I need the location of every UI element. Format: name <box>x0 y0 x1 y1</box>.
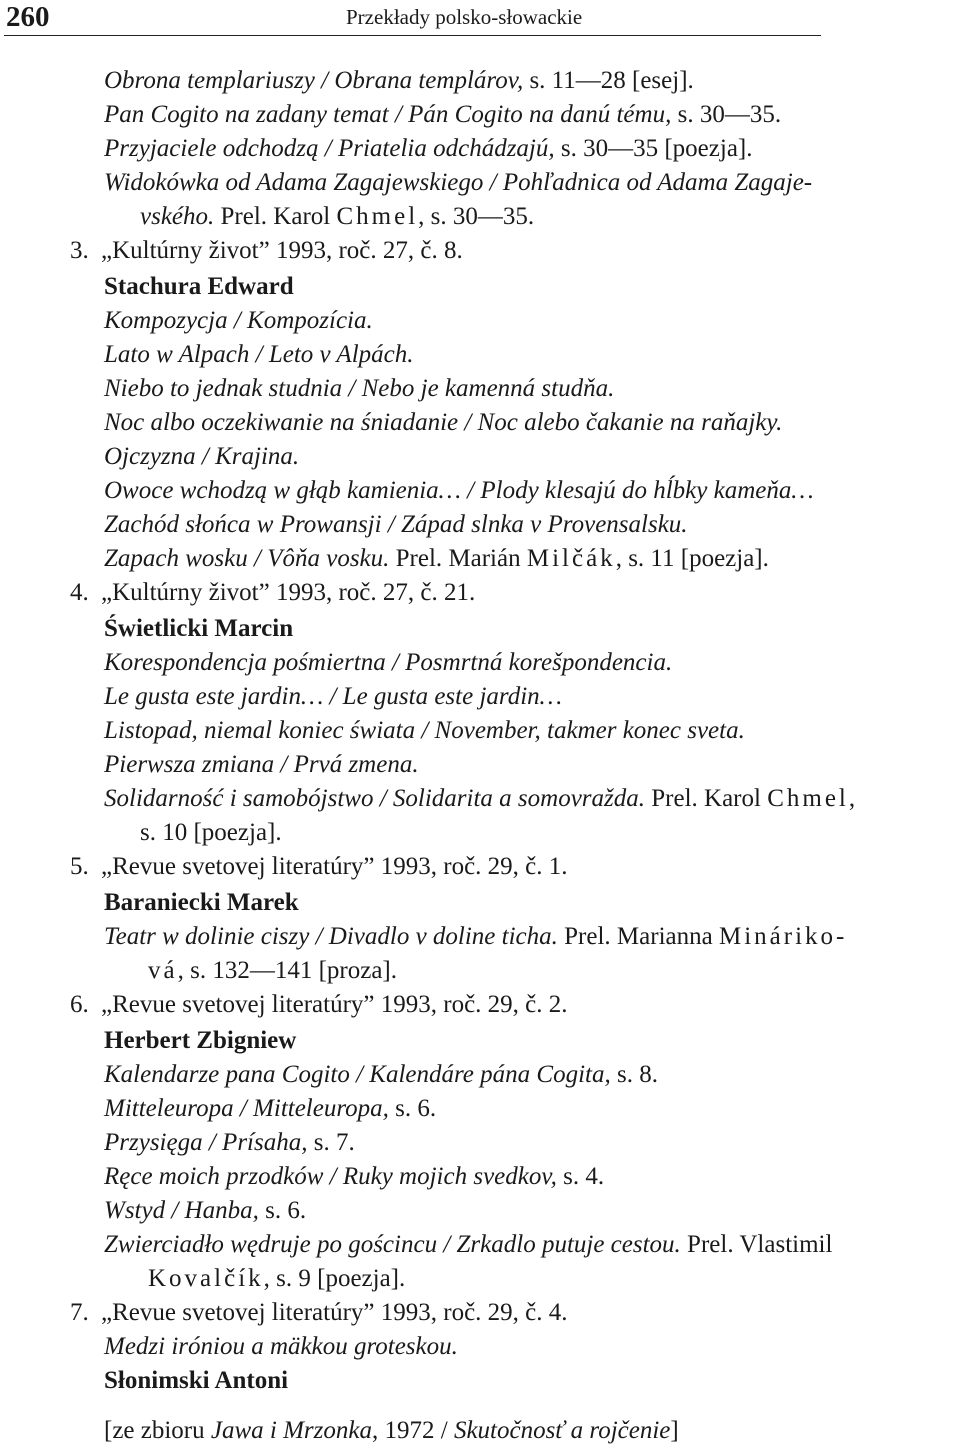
page-header <box>0 0 960 40</box>
entry-line <box>104 304 373 338</box>
author-heading: Stachura Edward <box>104 273 294 300</box>
translator-surname: Chmel <box>767 785 849 812</box>
author-heading: Świetlicki Marcin <box>104 615 294 642</box>
collection-year: , 1972 / <box>372 1417 454 1444</box>
title-italic: Przyjaciele odchodzą / Priatelia odchádzajú, <box>104 135 555 162</box>
title-italic: Le gusta este jardin… / Le gusta este jardin… <box>104 683 562 710</box>
author-heading: Herbert Zbigniew <box>104 1027 297 1054</box>
title-italic: Pierwsza zmiana / Prvá zmena. <box>104 751 419 778</box>
title-italic: Jawa i Mrzonka <box>210 1417 372 1444</box>
translator-surname: Milčák <box>526 545 616 572</box>
entry-pages: , s. 9 [poezja]. <box>263 1265 406 1292</box>
entry-line-continued <box>140 200 534 234</box>
entry-pages: s. 11—28 [esej]. <box>523 67 694 94</box>
title-italic: Kalendarze pana Cogito / Kalendáre pána Cogita, <box>104 1061 611 1088</box>
issue-line <box>70 1296 568 1330</box>
issue-line <box>70 988 568 1022</box>
entry-pages: , s. 30—35. <box>418 203 535 230</box>
entry-line-continued <box>148 1262 405 1296</box>
entry-line <box>104 1160 604 1194</box>
title-italic: vského. <box>140 203 215 230</box>
entry-line <box>104 1228 832 1262</box>
title-italic: Solidarność i samobójstwo / Solidarita a somovražda. <box>104 785 646 812</box>
entry-line <box>104 646 672 680</box>
entry-line <box>104 1414 679 1448</box>
title-italic: Skutočnosť a rojčenie <box>453 1417 671 1444</box>
issue-line <box>70 576 475 610</box>
translator-prefix: Prel. Karol <box>214 203 337 230</box>
title-italic: Lato w Alpach / Leto v Alpách. <box>104 341 414 368</box>
title-italic: Niebo to jednak studnia / Nebo je kamenná studňa. <box>104 375 615 402</box>
entry-line <box>104 406 782 440</box>
title-italic: Obrona templariuszy / Obrana templárov, <box>104 67 524 94</box>
entry-line <box>104 98 781 132</box>
title-italic: Zwierciadło wędruje po gościncu / Zrkadlo putuje cestou. <box>104 1231 681 1258</box>
title-italic: Pan Cogito na zadany temat / Pán Cogito na danú tému, <box>104 101 672 128</box>
title-italic: Zachód słońca w Prowansji / Západ slnka v Provensalsku. <box>104 511 688 538</box>
translator-prefix: Prel. Marián <box>389 545 527 572</box>
entry-line <box>104 508 688 542</box>
entry-line <box>104 1092 436 1126</box>
issue-source: „Kultúrny život” 1993, roč. 27, č. 8. <box>101 237 463 264</box>
issue-line <box>70 234 463 268</box>
entry-pages: s. 8. <box>610 1061 658 1088</box>
entry-line <box>104 440 299 474</box>
title-italic: Medzi iróniou a mäkkou groteskou. <box>104 1333 458 1360</box>
entry-pages: s. 7. <box>307 1129 355 1156</box>
entry-line <box>104 920 847 954</box>
entry-line <box>104 782 855 816</box>
entry-line-continued <box>140 816 282 850</box>
entry-line <box>104 474 814 508</box>
title-italic: Listopad, niemal koniec świata / November, takmer konec sveta. <box>104 717 745 744</box>
translator-surname: vá <box>148 957 178 984</box>
translator-prefix: Prel. Vlastimil <box>680 1231 833 1258</box>
issue-source: „Revue svetovej literatúry” 1993, roč. 29, č. 2. <box>101 991 568 1018</box>
entry-line <box>104 372 614 406</box>
entry-pages: s. 6. <box>258 1197 307 1224</box>
issue-line <box>70 850 568 884</box>
entry-line <box>104 1058 658 1092</box>
translator-surname: Mináriko- <box>718 923 848 950</box>
entry-line <box>104 64 694 98</box>
entry-pages: s. 10 [poezja]. <box>140 819 282 846</box>
author-heading: Baraniecki Marek <box>104 889 299 916</box>
title-italic: Kompozycja / Kompozícia. <box>104 307 373 334</box>
title-italic: Teatr w dolinie ciszy / Divadlo v doline ticha. <box>104 923 558 950</box>
issue-number: 7. <box>70 1299 89 1326</box>
issue-number: 3. <box>70 237 89 264</box>
issue-source: „Revue svetovej literatúry” 1993, roč. 29, č. 1. <box>101 853 568 880</box>
entry-pages: s. 30—35. <box>671 101 782 128</box>
title-italic: Widokówka od Adama Zagajewskiego / Pohľadnica od Adama Zagaje- <box>104 169 813 196</box>
entry-line <box>104 132 753 166</box>
title-italic: Owoce wchodzą w głąb kamienia… / Plody klesajú do hĺbky kameňa… <box>104 477 814 504</box>
running-title: Przekłady polsko-słowackie <box>346 5 583 29</box>
entry-line <box>104 1126 355 1160</box>
author-heading: Słonimski Antoni <box>104 1367 289 1394</box>
entry-line <box>104 714 745 748</box>
title-italic: Ojczyzna / Krajina. <box>104 443 300 470</box>
title-italic: Wstyd / Hanba, <box>104 1197 259 1224</box>
title-italic: Noc albo oczekiwanie na śniadanie / Noc alebo čakanie na raňajky. <box>104 409 783 436</box>
entry-line <box>104 748 419 782</box>
translator-prefix: Prel. Marianna <box>557 923 719 950</box>
header-rule <box>4 35 821 36</box>
issue-number: 6. <box>70 991 89 1018</box>
entry-pages: s. 30—35 [poezja]. <box>554 135 753 162</box>
entry-pages: s. 4. <box>556 1163 605 1190</box>
collection-prefix: [ze zbioru <box>104 1417 211 1444</box>
entry-pages: s. 6. <box>388 1095 437 1122</box>
entry-line <box>104 166 812 200</box>
translator-prefix: Prel. Karol <box>645 785 768 812</box>
title-italic: Przysięga / Prísaha, <box>104 1129 308 1156</box>
translator-surname: Kovalčík <box>148 1265 264 1292</box>
entry-line <box>104 338 414 372</box>
entry-pages: , s. 11 [poezja]. <box>615 545 769 572</box>
issue-number: 4. <box>70 579 89 606</box>
entry-line <box>104 542 769 576</box>
issue-number: 5. <box>70 853 89 880</box>
collection-suffix: ] <box>670 1417 679 1444</box>
issue-source: „Kultúrny život” 1993, roč. 27, č. 21. <box>101 579 476 606</box>
entry-line-continued <box>148 954 397 988</box>
entry-line <box>104 1330 458 1364</box>
title-italic: Ręce moich przodków / Ruky mojich svedkov, <box>104 1163 557 1190</box>
title-italic: Zapach wosku / Vôňa vosku. <box>104 545 390 572</box>
entry-line <box>104 680 562 714</box>
entry-pages: , <box>848 785 856 812</box>
title-italic: Korespondencja pośmiertna / Posmrtná korešpondencia. <box>104 649 673 676</box>
translator-surname: Chmel <box>336 203 419 230</box>
entry-pages: , s. 132—141 [proza]. <box>177 957 398 984</box>
entry-line <box>104 1194 306 1228</box>
title-italic: Mitteleuropa / Mitteleuropa, <box>104 1095 389 1122</box>
page-number: 260 <box>6 1 50 33</box>
issue-source: „Revue svetovej literatúry” 1993, roč. 29, č. 4. <box>101 1299 568 1326</box>
